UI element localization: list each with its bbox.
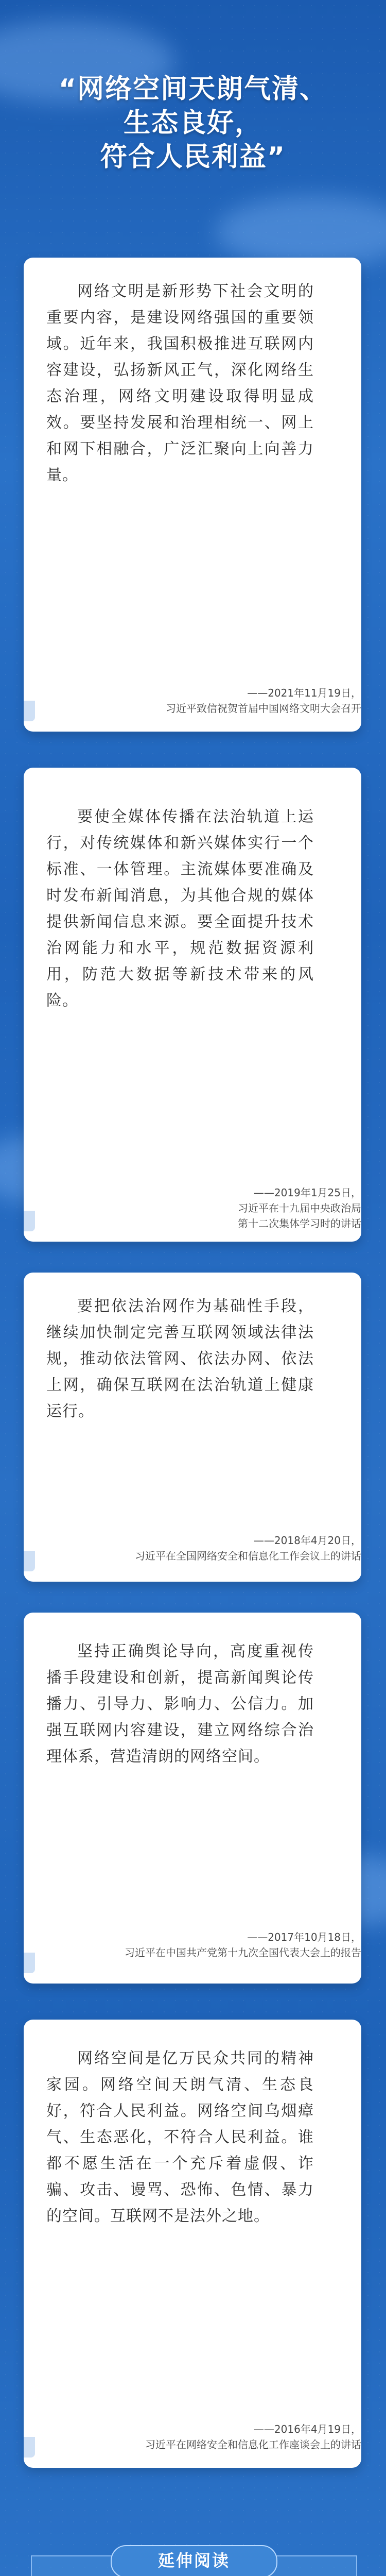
card-fold (24, 701, 35, 721)
quote-event-2: 习近平在十九届中央政治局 (238, 1202, 361, 1214)
quote-event-5: 习近平在网络安全和信息化工作座谈会上的讲话 (145, 2438, 361, 2451)
quote-event-4: 习近平在中国共产党第十九次全国代表大会上的报告 (125, 1946, 361, 1959)
quote-date-1: ——2021年11月19日， (247, 687, 361, 699)
quote-event-2b: 第十二次集体学习时的讲话 (238, 1217, 361, 1230)
card-fold (24, 1551, 35, 1571)
quote-source-3 (135, 1533, 361, 1564)
quote-text-5: 网络空间是亿万民众共同的精神家园。网络空间天朗气清、生态良好，符合人民利益。网络空间乌烟瘴气、生态恶化，不符合人民利益。谁都不愿生活在一个充斥着虚假、诈骗、攻击、谩骂、恐怖、色情、暴力的空间。互联网不是法外之地。 (46, 2049, 314, 2225)
card-fold (24, 1211, 35, 1231)
quote-text-4: 坚持正确舆论导向，高度重视传播手段建设和创新，提高新闻舆论传播力、引导力、影响力、公信力。加强互联网内容建设，建立网络综合治理体系，营造清朗的网络空间。 (46, 1642, 314, 1766)
quote-text-1: 网络文明是新形势下社会文明的重要内容，是建设网络强国的重要领域。近年来，我国积极推进互联网内容建设，弘扬新风正气，深化网络生态治理，网络文明建设取得明显成效。要坚持发展和治理相统一、网上和网下相融合，广泛汇聚向上向善力量。 (46, 282, 314, 484)
quote-text-2: 要使全媒体传播在法治轨道上运行，对传统媒体和新兴媒体实行一个标准、一体管理。主流媒体要准确及时发布新闻消息，为其他合规的媒体提供新闻信息来源。要全面提升技术治网能力和水平，规范数据资源利用，防范大数据等新技术带来的风险。 (46, 808, 314, 1010)
quote-date-3: ——2018年4月20日， (253, 1534, 361, 1547)
quote-source-4 (125, 1929, 361, 1960)
quote-text-3: 要把依法治网作为基础性手段，继续加快制定完善互联网领域法律法规，推动依法管网、依法办网、依法上网，确保互联网在法治轨道上健康运行。 (46, 1297, 314, 1420)
quote-date-2: ——2019年1月25日， (253, 1187, 361, 1199)
card-fold (24, 2437, 35, 2458)
card-fold (24, 1953, 35, 1973)
headline-line-3: 符合人民利益” (100, 142, 286, 173)
quote-event-1: 习近平致信祝贺首届中国网络文明大会召开 (166, 702, 361, 715)
quote-event-3: 习近平在全国网络安全和信息化工作会议上的讲话 (135, 1550, 361, 1562)
headline (0, 72, 386, 174)
quote-source-2 (238, 1185, 361, 1231)
quote-source-1 (166, 685, 361, 716)
headline-line-1: “网络空间天朗气清、 (58, 74, 328, 105)
quote-date-4: ——2017年10月18日， (247, 1931, 361, 1943)
quote-date-5: ——2016年4月19日， (253, 2423, 361, 2435)
quote-source-5 (145, 2421, 361, 2452)
headline-line-2: 生态良好， (123, 108, 262, 139)
extended-reading-tag: 延伸阅读 (111, 2545, 277, 2576)
